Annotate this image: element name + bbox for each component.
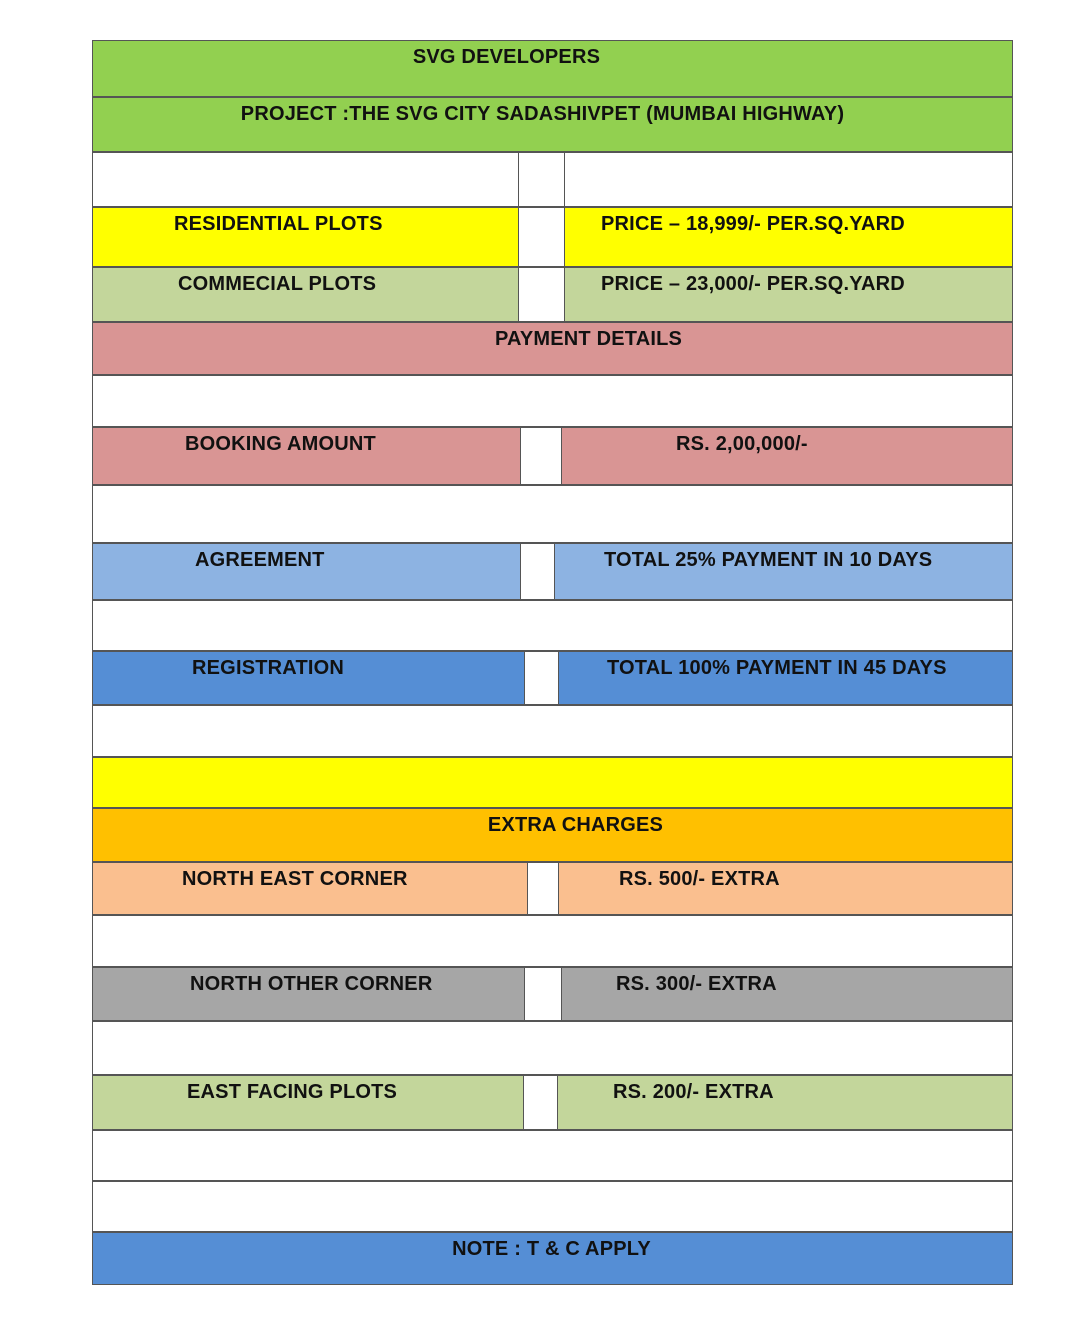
payment-row-agreement [92,543,1013,600]
extra-value-cell [557,1075,1013,1130]
plot-label-cell [92,267,519,322]
company-name: SVG DEVELOPERS [412,46,601,68]
note-cell [92,1232,1013,1285]
note-row [92,1232,1013,1285]
spacer-cell [524,967,562,1021]
extra-label-cell [92,967,525,1021]
yellow-band-row [92,757,1013,808]
plot-row-residential [92,207,1013,267]
extra-row-north-other [92,967,1013,1021]
company-header-row [92,40,1013,97]
payment-label: AGREEMENT [195,549,325,571]
spacer-cell [527,862,559,915]
extra-label: NORTH EAST CORNER [182,868,408,890]
extra-heading-row [92,808,1013,862]
payment-value: TOTAL 100% PAYMENT IN 45 DAYS [607,657,947,679]
spacer-cell [518,207,565,267]
blank-row [92,1130,1013,1181]
payment-value-cell [558,651,1013,705]
payment-value: RS. 2,00,000/- [676,433,808,455]
extra-heading: EXTRA CHARGES [487,814,664,836]
spacer-cell [523,1075,558,1130]
payment-heading: PAYMENT DETAILS [494,328,683,350]
note-text: NOTE : T & C APPLY [452,1238,651,1260]
payment-value-cell [554,543,1013,600]
payment-row-registration [92,651,1013,705]
blank-row [92,152,1013,207]
spacer-cell [524,651,559,705]
project-header-row [92,97,1013,152]
extra-label: NORTH OTHER CORNER [190,973,433,995]
extra-label: EAST FACING PLOTS [187,1081,398,1103]
payment-label-cell [92,543,521,600]
blank-row [92,705,1013,757]
payment-label-cell [92,427,521,485]
spacer-cell [520,427,562,485]
project-header-cell [92,97,1013,152]
payment-label: REGISTRATION [192,657,345,679]
company-header-cell [92,40,1013,97]
plot-row-commercial [92,267,1013,322]
extra-label-cell [92,862,528,915]
blank-row [92,485,1013,543]
extra-row-north-east [92,862,1013,915]
extra-value: RS. 500/- EXTRA [619,868,780,890]
plot-price: PRICE – 23,000/- PER.SQ.YARD [601,273,905,295]
spacer-cell [520,543,555,600]
price-sheet-table [92,40,1013,1285]
plot-label: COMMECIAL PLOTS [178,273,377,295]
blank-row [92,375,1013,427]
plot-value-cell [564,267,1013,322]
extra-value: RS. 200/- EXTRA [613,1081,774,1103]
blank-row [92,1181,1013,1232]
extra-label-cell [92,1075,524,1130]
project-name: PROJECT :THE SVG CITY SADASHIVPET (MUMBAI HIGHWAY) [240,103,845,125]
spacer-cell [518,267,565,322]
plot-price: PRICE – 18,999/- PER.SQ.YARD [601,213,905,235]
payment-label-cell [92,651,525,705]
payment-value: TOTAL 25% PAYMENT IN 10 DAYS [604,549,933,571]
extra-heading-cell [92,808,1013,862]
payment-row-booking [92,427,1013,485]
payment-heading-row [92,322,1013,375]
extra-value: RS. 300/- EXTRA [616,973,777,995]
blank-row [92,915,1013,967]
plot-label-cell [92,207,519,267]
blank-row [92,1021,1013,1075]
extra-row-east-facing [92,1075,1013,1130]
payment-value-cell [561,427,1013,485]
extra-value-cell [561,967,1013,1021]
plot-label: RESIDENTIAL PLOTS [174,213,383,235]
blank-row [92,600,1013,651]
extra-value-cell [558,862,1013,915]
payment-heading-cell [92,322,1013,375]
payment-label: BOOKING AMOUNT [185,433,376,455]
plot-value-cell [564,207,1013,267]
